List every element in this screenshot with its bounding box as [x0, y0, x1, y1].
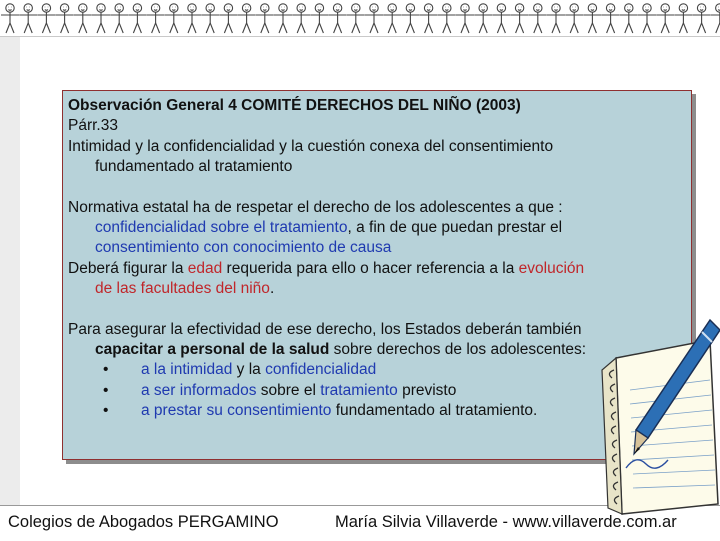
para2-line1 — [68, 259, 698, 279]
para2-text-3: . — [270, 280, 274, 297]
kid-figure-icon — [347, 4, 365, 33]
notebook-pen-illustration — [578, 318, 720, 518]
header-subject-cont: fundamentado al tratamiento — [68, 157, 698, 177]
kid-figure-icon — [329, 4, 347, 33]
para3-rest: sobre derechos de los adolescentes: — [329, 341, 586, 358]
kid-figure-icon — [656, 4, 674, 33]
bullet-dot: • — [95, 381, 141, 401]
kids-border-decoration — [0, 0, 720, 37]
para1-blue-1: confidencialidad sobre el tratamiento — [95, 219, 347, 236]
kid-figure-icon — [474, 4, 492, 33]
kid-figure-icon — [19, 4, 37, 33]
para1-lead: Normativa estatal ha de respetar el derecho de los adolescentes a que : — [68, 198, 698, 218]
bullet-blue-1: a la intimidad — [141, 361, 232, 378]
kid-figure-icon — [602, 4, 620, 33]
para3-lead: Para asegurar la efectividad de ese derecho, los Estados deberán también — [68, 320, 698, 340]
para1-blue-2: consentimiento con conocimiento de causa — [68, 238, 698, 258]
kid-figure-icon — [383, 4, 401, 33]
kid-figure-icon — [456, 4, 474, 33]
bullet-text-2: previsto — [398, 382, 457, 399]
bullet-dot: • — [95, 360, 141, 380]
kid-figure-icon — [128, 4, 146, 33]
kid-figure-icon — [147, 4, 165, 33]
kid-figure-icon — [219, 4, 237, 33]
para2-text-1: Deberá figurar la — [68, 260, 188, 277]
kid-figure-icon — [110, 4, 128, 33]
kid-figure-icon — [420, 4, 438, 33]
kid-figure-icon — [529, 4, 547, 33]
kid-figure-icon — [74, 4, 92, 33]
kid-figure-icon — [1, 4, 19, 33]
footer-right: María Silvia Villaverde - www.villaverde.com.ar — [335, 513, 677, 532]
bullet-blue-1: a ser informados — [141, 382, 256, 399]
kid-figure-icon — [511, 4, 529, 33]
para1-text-1: , a fin de que puedan prestar el — [347, 219, 562, 236]
bullet-blue-2: confidencialidad — [265, 361, 376, 378]
kid-figure-icon — [274, 4, 292, 33]
bullet-blue-1: a prestar su consentimiento — [141, 402, 331, 419]
kid-figure-icon — [37, 4, 55, 33]
kid-figure-icon — [583, 4, 601, 33]
para3-bold: capacitar a personal de la salud — [95, 341, 329, 358]
para1-line2 — [68, 218, 698, 238]
kid-figure-icon — [638, 4, 656, 33]
bullet-text-1: y la — [232, 361, 265, 378]
left-side-band — [0, 37, 20, 505]
para2-red-facultades: de las facultades del niño — [95, 280, 270, 297]
kid-figure-icon — [183, 4, 201, 33]
header-title: Observación General 4 COMITÉ DERECHOS DEL NIÑO (2003) — [68, 96, 698, 116]
kid-figure-icon — [693, 4, 711, 33]
header-subject: Intimidad y la confidencialidad y la cuestión conexa del consentimiento — [68, 137, 698, 157]
kid-figure-icon — [711, 4, 720, 33]
kid-figure-icon — [438, 4, 456, 33]
kid-figure-icon — [492, 4, 510, 33]
footer-left: Colegios de Abogados PERGAMINO — [8, 513, 279, 532]
header-paragraph-ref: Párr.33 — [68, 116, 698, 136]
kid-figure-icon — [56, 4, 74, 33]
kid-figure-icon — [238, 4, 256, 33]
kid-figure-icon — [201, 4, 219, 33]
bullet-dot: • — [95, 401, 141, 421]
kid-figure-icon — [292, 4, 310, 33]
kid-figure-icon — [547, 4, 565, 33]
notebook-icon — [602, 340, 718, 514]
para2-text-2: requerida para ello o hacer referencia a la — [222, 260, 518, 277]
para2-line2 — [68, 279, 698, 299]
kid-figure-icon — [674, 4, 692, 33]
bullet-text-1: sobre el — [256, 382, 320, 399]
kid-figure-icon — [365, 4, 383, 33]
kid-figure-icon — [620, 4, 638, 33]
bullet-text-1: fundamentado al tratamiento. — [331, 402, 537, 419]
kid-figure-icon — [565, 4, 583, 33]
kid-figure-icon — [92, 4, 110, 33]
para2-red-evolucion: evolución — [519, 260, 585, 277]
bullet-blue-2: tratamiento — [320, 382, 398, 399]
kid-figure-icon — [165, 4, 183, 33]
kid-figure-icon — [401, 4, 419, 33]
kid-figure-icon — [256, 4, 274, 33]
para2-red-edad: edad — [188, 260, 222, 277]
kid-figure-icon — [310, 4, 328, 33]
